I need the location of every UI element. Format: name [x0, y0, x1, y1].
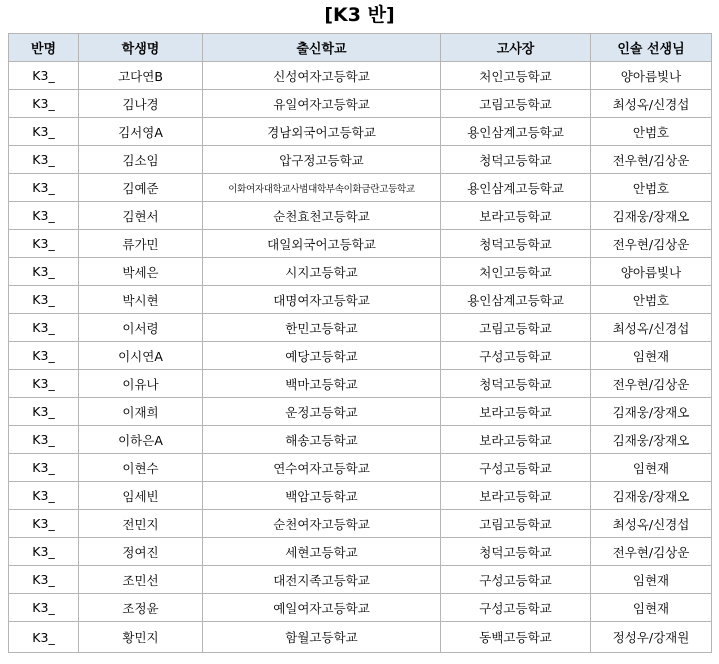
table-row — [9, 230, 712, 258]
origin-school-cell: 대명여자고등학교 — [203, 286, 441, 314]
class-cell: K3_ — [9, 510, 79, 538]
class-cell: K3_ — [9, 62, 79, 90]
header-teacher: 인솔 선생님 — [591, 34, 712, 62]
teacher-cell: 김재웅/장재오 — [591, 482, 712, 510]
student-name-cell: 이유나 — [79, 370, 203, 398]
exam-site-cell: 보라고등학교 — [441, 202, 591, 230]
class-cell: K3_ — [9, 342, 79, 370]
exam-site-cell: 동백고등학교 — [441, 622, 591, 653]
roster-body — [9, 62, 712, 653]
class-cell: K3_ — [9, 146, 79, 174]
table-row — [9, 454, 712, 482]
table-row — [9, 118, 712, 146]
origin-school-cell: 시지고등학교 — [203, 258, 441, 286]
student-name-cell: 김예준 — [79, 174, 203, 202]
student-name-cell: 박시현 — [79, 286, 203, 314]
teacher-cell: 안범호 — [591, 286, 712, 314]
student-name-cell: 임세빈 — [79, 482, 203, 510]
origin-school-cell: 한민고등학교 — [203, 314, 441, 342]
table-row — [9, 622, 712, 653]
origin-school-cell: 예당고등학교 — [203, 342, 441, 370]
teacher-cell: 전우현/김상운 — [591, 370, 712, 398]
origin-school-cell: 백마고등학교 — [203, 370, 441, 398]
header-row — [9, 34, 712, 62]
teacher-cell: 양아름빛나 — [591, 258, 712, 286]
exam-site-cell: 구성고등학교 — [441, 566, 591, 594]
origin-school-cell: 함월고등학교 — [203, 622, 441, 653]
student-name-cell: 이재희 — [79, 398, 203, 426]
class-cell: K3_ — [9, 314, 79, 342]
teacher-cell: 임현재 — [591, 342, 712, 370]
exam-site-cell: 청덕고등학교 — [441, 538, 591, 566]
origin-school-cell: 대전지족고등학교 — [203, 566, 441, 594]
class-cell: K3_ — [9, 566, 79, 594]
student-name-cell: 김서영A — [79, 118, 203, 146]
exam-site-cell: 청덕고등학교 — [441, 370, 591, 398]
student-name-cell: 조민선 — [79, 566, 203, 594]
table-row — [9, 90, 712, 118]
exam-site-cell: 고림고등학교 — [441, 90, 591, 118]
teacher-cell: 임현재 — [591, 454, 712, 482]
teacher-cell: 안범호 — [591, 174, 712, 202]
header-student-name: 학생명 — [79, 34, 203, 62]
origin-school-cell: 연수여자고등학교 — [203, 454, 441, 482]
student-name-cell: 고다연B — [79, 62, 203, 90]
student-name-cell: 이하은A — [79, 426, 203, 454]
header-exam-site: 고사장 — [441, 34, 591, 62]
table-row — [9, 426, 712, 454]
teacher-cell: 전우현/김상운 — [591, 538, 712, 566]
student-name-cell: 박세은 — [79, 258, 203, 286]
table-row — [9, 398, 712, 426]
origin-school-cell: 대일외국어고등학교 — [203, 230, 441, 258]
exam-site-cell: 보라고등학교 — [441, 398, 591, 426]
exam-site-cell: 고림고등학교 — [441, 510, 591, 538]
teacher-cell: 정성우/강재원 — [591, 622, 712, 653]
exam-site-cell: 용인삼계고등학교 — [441, 118, 591, 146]
class-cell: K3_ — [9, 286, 79, 314]
exam-site-cell: 처인고등학교 — [441, 62, 591, 90]
exam-site-cell: 처인고등학교 — [441, 258, 591, 286]
exam-site-cell: 용인삼계고등학교 — [441, 174, 591, 202]
origin-school-cell: 해송고등학교 — [203, 426, 441, 454]
exam-site-cell: 구성고등학교 — [441, 594, 591, 622]
origin-school-cell: 예일여자고등학교 — [203, 594, 441, 622]
teacher-cell: 양아름빛나 — [591, 62, 712, 90]
student-name-cell: 정여진 — [79, 538, 203, 566]
student-name-cell: 이현수 — [79, 454, 203, 482]
origin-school-cell: 운정고등학교 — [203, 398, 441, 426]
student-name-cell: 조정윤 — [79, 594, 203, 622]
table-row — [9, 538, 712, 566]
exam-site-cell: 구성고등학교 — [441, 342, 591, 370]
class-cell: K3_ — [9, 370, 79, 398]
class-cell: K3_ — [9, 398, 79, 426]
origin-school-cell: 순천여자고등학교 — [203, 510, 441, 538]
table-row — [9, 510, 712, 538]
student-name-cell: 이서령 — [79, 314, 203, 342]
student-name-cell: 이시연A — [79, 342, 203, 370]
class-cell: K3_ — [9, 454, 79, 482]
exam-site-cell: 보라고등학교 — [441, 482, 591, 510]
teacher-cell: 임현재 — [591, 594, 712, 622]
teacher-cell: 최성옥/신경섭 — [591, 510, 712, 538]
origin-school-cell: 경남외국어고등학교 — [203, 118, 441, 146]
class-cell: K3_ — [9, 174, 79, 202]
table-row — [9, 258, 712, 286]
origin-school-cell: 이화여자대학교사범대학부속이화금란고등학교 — [203, 174, 441, 202]
class-cell: K3_ — [9, 90, 79, 118]
teacher-cell: 전우현/김상운 — [591, 146, 712, 174]
table-row — [9, 286, 712, 314]
table-row — [9, 594, 712, 622]
class-cell: K3_ — [9, 622, 79, 653]
class-cell: K3_ — [9, 258, 79, 286]
teacher-cell: 김재웅/장재오 — [591, 202, 712, 230]
exam-site-cell: 보라고등학교 — [441, 426, 591, 454]
class-cell: K3_ — [9, 482, 79, 510]
exam-site-cell: 청덕고등학교 — [441, 230, 591, 258]
header-class: 반명 — [9, 34, 79, 62]
roster-table — [8, 33, 712, 653]
table-row — [9, 62, 712, 90]
table-row — [9, 482, 712, 510]
origin-school-cell: 순천효천고등학교 — [203, 202, 441, 230]
table-row — [9, 314, 712, 342]
teacher-cell: 김재웅/장재오 — [591, 426, 712, 454]
teacher-cell: 임현재 — [591, 566, 712, 594]
teacher-cell: 안범호 — [591, 118, 712, 146]
origin-school-cell: 세현고등학교 — [203, 538, 441, 566]
student-name-cell: 류가민 — [79, 230, 203, 258]
class-cell: K3_ — [9, 538, 79, 566]
table-row — [9, 566, 712, 594]
class-cell: K3_ — [9, 426, 79, 454]
class-cell: K3_ — [9, 594, 79, 622]
student-name-cell: 김나경 — [79, 90, 203, 118]
teacher-cell: 최성옥/신경섭 — [591, 90, 712, 118]
table-row — [9, 202, 712, 230]
exam-site-cell: 청덕고등학교 — [441, 146, 591, 174]
class-cell: K3_ — [9, 202, 79, 230]
student-name-cell: 전민지 — [79, 510, 203, 538]
header-origin-school: 출신학교 — [203, 34, 441, 62]
class-cell: K3_ — [9, 230, 79, 258]
class-cell: K3_ — [9, 118, 79, 146]
table-row — [9, 370, 712, 398]
exam-site-cell: 용인삼계고등학교 — [441, 286, 591, 314]
origin-school-cell: 압구정고등학교 — [203, 146, 441, 174]
exam-site-cell: 고림고등학교 — [441, 314, 591, 342]
student-name-cell: 김소임 — [79, 146, 203, 174]
teacher-cell: 전우현/김상운 — [591, 230, 712, 258]
page-title: [K3 반] — [324, 4, 395, 26]
table-row — [9, 342, 712, 370]
teacher-cell: 최성옥/신경섭 — [591, 314, 712, 342]
teacher-cell: 김재웅/장재오 — [591, 398, 712, 426]
origin-school-cell: 신성여자고등학교 — [203, 62, 441, 90]
table-row — [9, 174, 712, 202]
origin-school-cell: 백암고등학교 — [203, 482, 441, 510]
student-name-cell: 황민지 — [79, 622, 203, 653]
exam-site-cell: 구성고등학교 — [441, 454, 591, 482]
student-name-cell: 김현서 — [79, 202, 203, 230]
origin-school-cell: 유일여자고등학교 — [203, 90, 441, 118]
table-row — [9, 146, 712, 174]
